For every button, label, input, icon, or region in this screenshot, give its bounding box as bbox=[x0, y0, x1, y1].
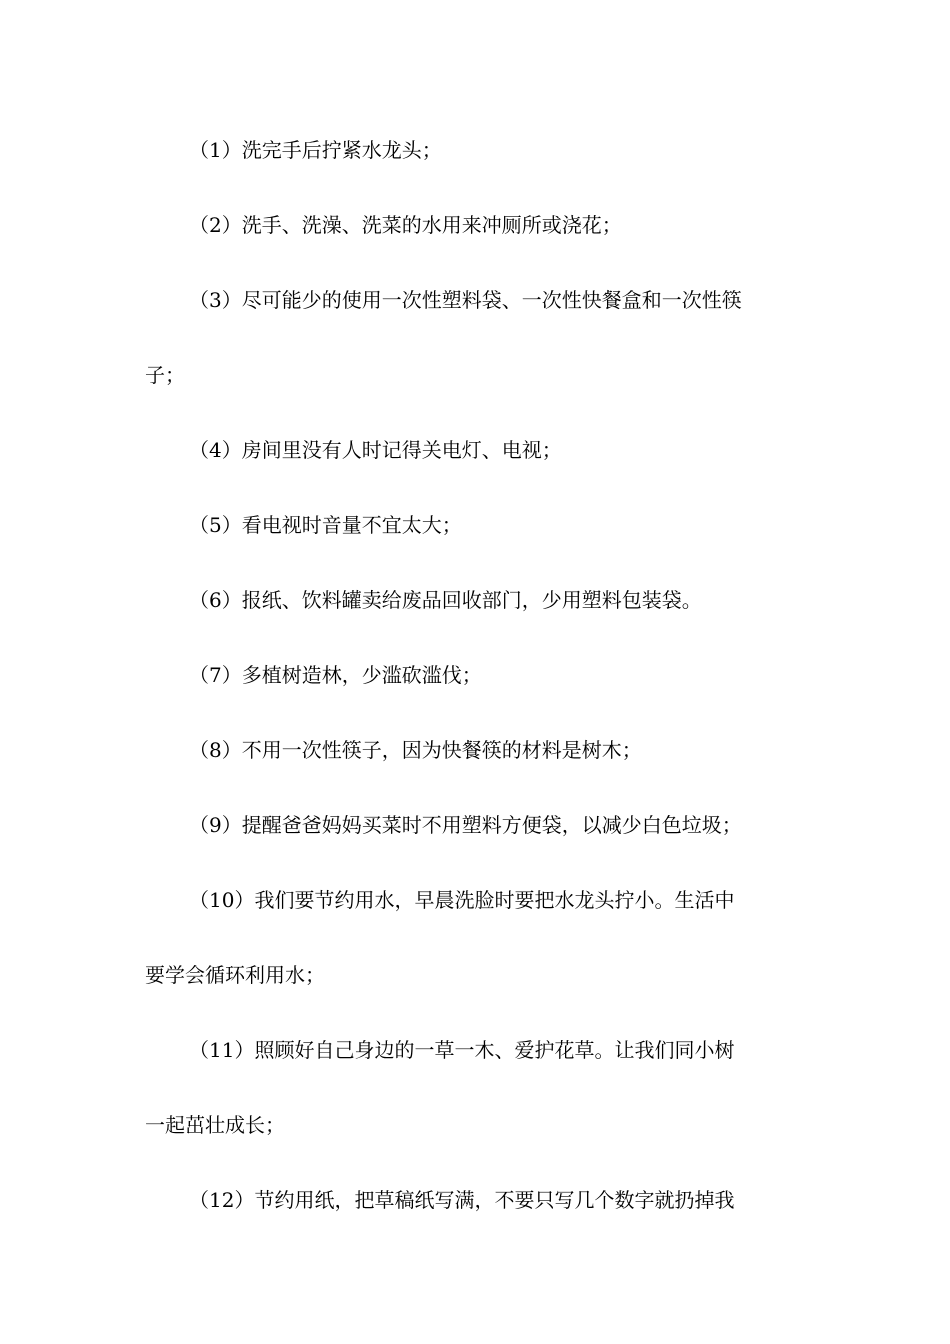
list-item-3-continuation: 子； bbox=[145, 363, 185, 387]
list-item-4: （4）房间里没有人时记得关电灯、电视； bbox=[189, 438, 562, 462]
list-item-10: （10）我们要节约用水，早晨洗脸时要把水龙头拧小。生活中 bbox=[189, 888, 735, 912]
list-item-5: （5）看电视时音量不宜太大； bbox=[189, 513, 462, 537]
list-item-9: （9）提醒爸爸妈妈买菜时不用塑料方便袋，以减少白色垃圾； bbox=[189, 813, 742, 837]
list-item-10-continuation: 要学会循环利用水； bbox=[145, 963, 325, 987]
list-item-2: （2）洗手、洗澡、洗菜的水用来冲厕所或浇花； bbox=[189, 213, 622, 237]
list-item-8: （8）不用一次性筷子，因为快餐筷的材料是树木； bbox=[189, 738, 642, 762]
list-item-7: （7）多植树造林，少滥砍滥伐； bbox=[189, 663, 482, 687]
list-item-11-continuation: 一起茁壮成长； bbox=[145, 1113, 285, 1137]
list-item-6: （6）报纸、饮料罐卖给废品回收部门，少用塑料包装袋。 bbox=[189, 588, 702, 612]
list-item-12: （12）节约用纸，把草稿纸写满，不要只写几个数字就扔掉我 bbox=[189, 1188, 735, 1212]
list-item-3: （3）尽可能少的使用一次性塑料袋、一次性快餐盒和一次性筷 bbox=[189, 288, 742, 312]
list-item-1: （1）洗完手后拧紧水龙头； bbox=[189, 138, 442, 162]
list-item-11: （11）照顾好自己身边的一草一木、爱护花草。让我们同小树 bbox=[189, 1038, 735, 1062]
